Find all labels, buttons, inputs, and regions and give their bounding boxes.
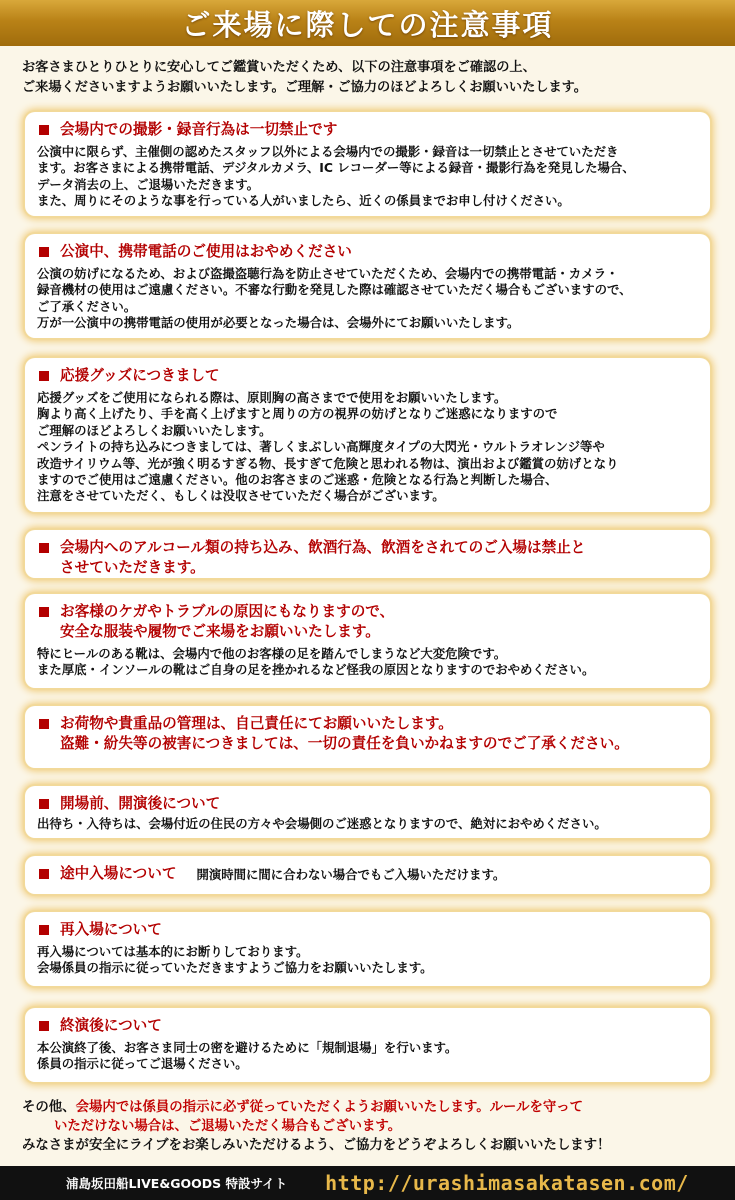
section-body — [37, 816, 698, 832]
section-body — [37, 266, 698, 332]
closing-line — [22, 1098, 727, 1117]
body-line: 録音機材の使用はご遠慮ください。不審な行動を発見した際は確認させていただく場合もございますので、 — [37, 282, 632, 298]
notice-box-no-recording — [25, 112, 710, 216]
notice-box-after-show — [25, 1008, 710, 1082]
footer-bar — [0, 1166, 735, 1200]
section-title: 安全な服装や履物でご来場をお願いいたします。 — [60, 623, 380, 640]
closing-line: みなさまが安全にライブをお楽しみいただけるよう、ご協力をどうぞよろしくお願いいたします！ — [22, 1138, 611, 1153]
bullet-square-icon — [39, 925, 49, 935]
section-title: お客様のケガやトラブルの原因にもなりますので、 — [60, 603, 395, 620]
bullet-square-icon — [39, 869, 49, 879]
section-title: 開場前、開演後について — [60, 795, 221, 812]
bullet-square-icon — [39, 607, 49, 617]
body-line: また厚底・インソールの靴はご自身の足を挫かれるなど怪我の原因となりますのでおやめください。 — [37, 662, 595, 678]
section-title: させていただきます。 — [60, 559, 205, 576]
section-body — [37, 144, 698, 210]
section-note: 開演時間に間に合わない場合でもご入場いただけます。 — [196, 867, 506, 882]
section-title: 会場内での撮影・録音行為は一切禁止です — [60, 121, 338, 138]
intro-text — [22, 58, 722, 98]
section-title: 盗難・紛失等の被害につきましては、一切の責任を負いかねますのでご了承ください。 — [60, 735, 629, 752]
section-body — [37, 646, 698, 679]
section-body — [37, 1040, 698, 1073]
notice-box-safe-attire — [25, 594, 710, 688]
body-line: 公演の妨げになるため、および盗撮盗聴行為を防止させていただくため、会場内での携帯電話・カメラ・ — [37, 266, 619, 281]
notice-box-cheering-goods — [25, 358, 710, 512]
intro-line: お客さまひとりひとりに安心してご鑑賞いただくため、以下の注意事項をご確認の上、 — [22, 60, 536, 75]
header-banner — [0, 0, 735, 46]
notice-box-late-entry — [25, 856, 710, 894]
footer-site-name: 浦島坂田船LIVE&GOODS 特設サイト — [66, 1176, 288, 1191]
notice-box-no-alcohol — [25, 530, 710, 578]
body-line: ます。お客さまによる携帯電話、デジタルカメラ、IC レコーダー等による録音・撮影行為を発見した場合、 — [37, 160, 635, 176]
intro-line: ご来場くださいますようお願いいたします。ご理解・ご協力のほどよろしくお願いいたします。 — [22, 80, 587, 95]
section-title: 途中入場について — [60, 865, 177, 882]
page-title: ご来場に際しての注意事項 — [181, 7, 554, 42]
body-line: 改造サイリウム等、光が強く明るすぎる物、長すぎて危険と思われる物は、演出および鑑賞の妨げとなり — [37, 455, 619, 471]
closing-text — [22, 1098, 727, 1155]
closing-warning: 会場内では係員の指示に必ず従っていただくようお願いいたします。ルールを守って — [75, 1100, 584, 1115]
closing-warning: いただけない場合は、ご退場いただく場合もございます。 — [54, 1119, 402, 1134]
body-line: 本公演終了後、お客さま同士の密を避けるために「規制退場」を行います。 — [37, 1040, 458, 1055]
notice-box-reentry — [25, 912, 710, 986]
body-line: ご理解のほどよろしくお願いいたします。 — [37, 422, 272, 438]
bullet-square-icon — [39, 371, 49, 381]
body-line: 特にヒールのある靴は、会場内で他のお客様の足を踏んでしまうなど大変危険です。 — [37, 646, 507, 661]
body-line: データ消去の上、ご退場いただきます。 — [37, 176, 260, 192]
body-line: 注意をさせていただく、もしくは没収させていただく場合がございます。 — [37, 488, 445, 504]
section-title: 応援グッズにつきまして — [60, 367, 220, 384]
body-line: 公演中に限らず、主催側の認めたスタッフ以外による会場内での撮影・録音は一切禁止とさせていただき — [37, 144, 619, 159]
body-line: 再入場については基本的にお断りしております。 — [37, 944, 309, 959]
bullet-square-icon — [39, 799, 49, 809]
body-line: ご了承ください。 — [37, 298, 137, 314]
bullet-square-icon — [39, 543, 49, 553]
body-line: ペンライトの持ち込みにつきましては、著しくまぶしい高輝度タイプの大閃光・ウルトラオレンジ等や — [37, 439, 605, 455]
footer-url-link[interactable]: http://urashimasakatasen.com/ — [325, 1171, 689, 1195]
bullet-square-icon — [39, 1021, 49, 1031]
body-line: 会場係員の指示に従っていただきますようご協力をお願いいたします。 — [37, 960, 433, 976]
body-line: 係員の指示に従ってご退場ください。 — [37, 1056, 248, 1072]
section-body — [37, 944, 698, 977]
bullet-square-icon — [39, 719, 49, 729]
body-line: 応援グッズをご使用になられる際は、原則胸の高さまでで使用をお願いいたします。 — [37, 390, 507, 405]
section-title: 会場内へのアルコール類の持ち込み、飲酒行為、飲酒をされてのご入場は禁止と — [60, 539, 586, 556]
notice-box-before-after — [25, 786, 710, 838]
body-line: 万が一公演中の携帯電話の使用が必要となった場合は、会場外にてお願いいたします。 — [37, 315, 520, 331]
notice-box-belongings — [25, 706, 710, 768]
section-title: お荷物や貴重品の管理は、自己責任にてお願いいたします。 — [60, 715, 453, 732]
body-line: また、周りにそのような事を行っている人がいましたら、近くの係員までお申し付けください。 — [37, 193, 570, 209]
bullet-square-icon — [39, 125, 49, 135]
section-title: 終演後について — [60, 1017, 162, 1034]
closing-prefix: その他、 — [22, 1100, 76, 1115]
notice-box-no-phone — [25, 234, 710, 338]
body-line: ますのでご使用はご遠慮ください。他のお客さまのご迷惑・危険となる行為と判断した場合、 — [37, 472, 558, 488]
body-line: 胸より高く上げたり、手を高く上げますと周りの方の視界の妨げとなりご迷惑になりますので — [37, 406, 558, 422]
section-body — [37, 390, 698, 505]
section-title: 公演中、携帯電話のご使用はおやめください — [60, 243, 352, 260]
section-title: 再入場について — [60, 921, 162, 938]
body-line: 出待ち・入待ちは、会場付近の住民の方々や会場側のご迷惑となりますので、絶対におやめください。 — [37, 816, 607, 831]
bullet-square-icon — [39, 247, 49, 257]
